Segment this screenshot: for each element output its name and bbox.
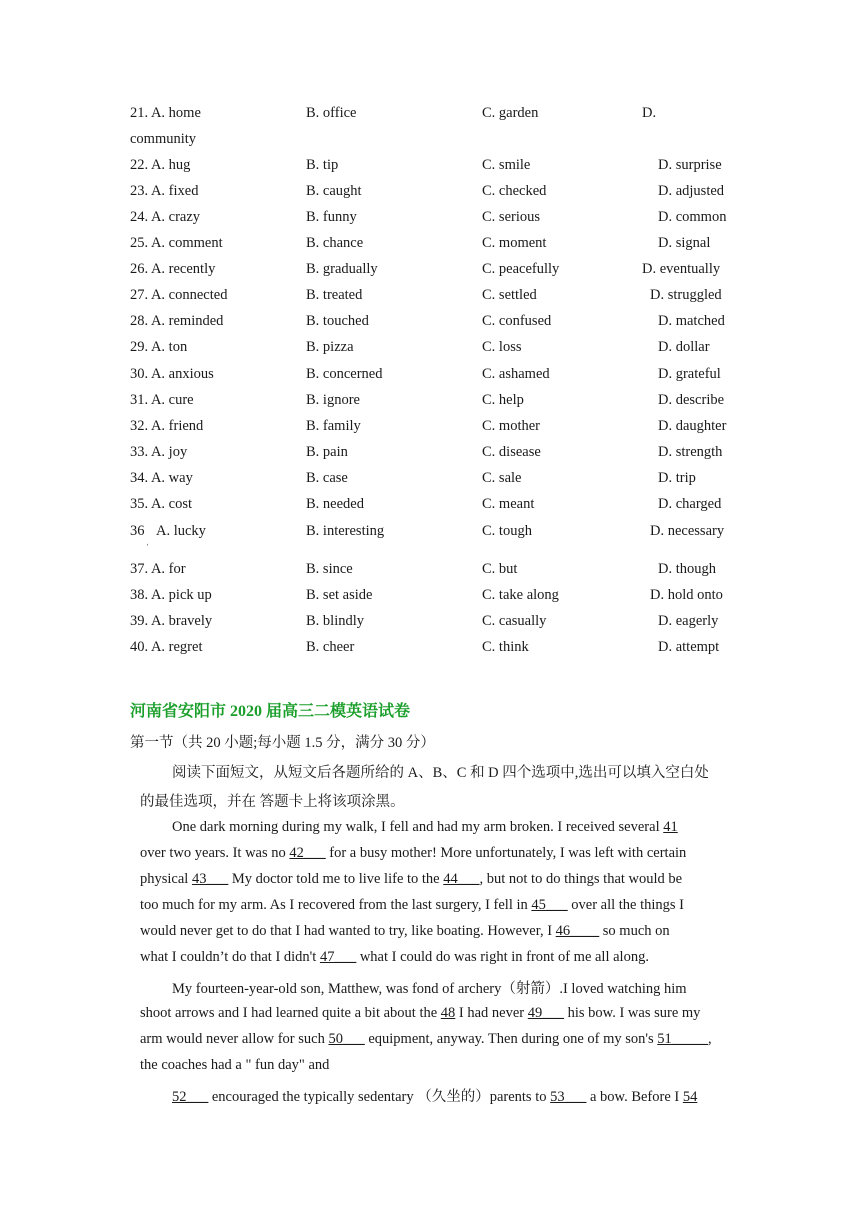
option-c: C. garden: [482, 105, 539, 121]
blank-49: 49___: [527, 1005, 565, 1021]
blank-48: 48: [440, 1005, 456, 1021]
option-d: D. trip: [658, 470, 696, 486]
option-number-a: 38. A. pick up: [130, 587, 212, 603]
option-number-a: 26. A. recently: [130, 261, 216, 277]
option-number-a: 28. A. reminded: [130, 313, 224, 329]
option-d: D. surprise: [658, 157, 722, 173]
blank-54: 54: [682, 1089, 698, 1105]
option-number-a: 33. A. joy: [130, 444, 188, 460]
option-c: C. loss: [482, 339, 522, 355]
option-row: [0, 392, 860, 418]
option-c: C. help: [482, 392, 524, 408]
option-b: B. gradually: [306, 261, 378, 277]
option-c: C. moment: [482, 235, 547, 251]
option-c: C. sale: [482, 470, 522, 486]
blank-45: 45___: [531, 897, 568, 913]
option-b: B. since: [306, 561, 353, 577]
option-c: C. smile: [482, 157, 531, 173]
stray-mark: ˌ: [146, 535, 150, 546]
option-d: D. attempt: [658, 639, 720, 655]
option-b: B. set aside: [306, 587, 373, 603]
option-c: C. casually: [482, 613, 547, 629]
option-c: C. serious: [482, 209, 540, 225]
option-number-a: 32. A. friend: [130, 418, 204, 434]
option-d: D. though: [658, 561, 716, 577]
option-b: B. family: [306, 418, 361, 434]
option-row: [0, 287, 860, 313]
option-number-a: 25. A. comment: [130, 235, 223, 251]
option-number-a: 36: [130, 523, 145, 539]
passage-line: 52___ encouraged the typically sedentary （久坐的）parents to 53___ a bow. Before I 54: [172, 1089, 698, 1105]
blank-47: 47___: [319, 949, 357, 965]
option-d: D. common: [658, 209, 727, 225]
passage-line: what I couldn’t do that I didn't 47___ what I could do was right in front of me all along.: [140, 949, 649, 965]
option-c: C. settled: [482, 287, 537, 303]
passage-line: shoot arrows and I had learned quite a bit about the 48 I had never 49___ his bow. I was sure my: [140, 1005, 701, 1021]
option-c: C. take along: [482, 587, 559, 603]
option-number-a: 39. A. bravely: [130, 613, 213, 629]
option-b: B. case: [306, 470, 348, 486]
blank-46: 46____: [555, 923, 600, 939]
option-d: D. eventually: [642, 261, 721, 277]
option-number-a: 29. A. ton: [130, 339, 188, 355]
option-c: C. peacefully: [482, 261, 560, 277]
option-number-a: 30. A. anxious: [130, 366, 214, 382]
option-c: C. mother: [482, 418, 540, 434]
option-d: D. eagerly: [658, 613, 719, 629]
option-b: B. pizza: [306, 339, 354, 355]
option-row: [0, 496, 860, 522]
blank-52: 52___: [172, 1089, 209, 1105]
option-row: [0, 183, 860, 209]
option-row: [0, 418, 860, 444]
passage-line: My fourteen-year-old son, Matthew, was fond of archery（射箭）.I loved watching him: [172, 981, 687, 997]
option-number-a: 24. A. crazy: [130, 209, 201, 225]
passage-line: arm would never allow for such 50___ equipment, anyway. Then during one of my son's 51_____,: [140, 1031, 712, 1047]
option-b: B. ignore: [306, 392, 360, 408]
option-row: [0, 523, 860, 549]
option-number-a: 34. A. way: [130, 470, 193, 486]
option-d: D. daughter: [658, 418, 727, 434]
option-number-a: 35. A. cost: [130, 496, 193, 512]
passage-line: physical 43___ My doctor told me to live life to the 44___, but not to do things that would be: [140, 871, 683, 887]
option-row: [0, 639, 860, 665]
option-number-a: 23. A. fixed: [130, 183, 199, 199]
option-b: B. tip: [306, 157, 339, 173]
option-row: [0, 339, 860, 365]
option-d: D. matched: [658, 313, 725, 329]
option-d: D. grateful: [658, 366, 721, 382]
blank-42: 42___: [289, 845, 326, 861]
option-row: [0, 444, 860, 470]
option-c: C. meant: [482, 496, 535, 512]
option-c: C. checked: [482, 183, 547, 199]
option-row: [0, 209, 860, 235]
option-row: [0, 613, 860, 639]
option-b: B. office: [306, 105, 357, 121]
option-row: [0, 157, 860, 183]
option-b: B. treated: [306, 287, 363, 303]
passage-line: over two years. It was no 42___ for a busy mother! More unfortunately, I was left with certain: [140, 845, 687, 861]
option-number-a: 27. A. connected: [130, 287, 228, 303]
option-c: C. ashamed: [482, 366, 550, 382]
passage-line: One dark morning during my walk, I fell and had my arm broken. I received several 41: [172, 819, 678, 835]
passage-line: too much for my arm. As I recovered from the last surgery, I fell in 45___ over all the things I: [140, 897, 685, 913]
option-row: [0, 313, 860, 339]
option-d: D. struggled: [650, 287, 722, 303]
blank-51: 51_____: [657, 1031, 709, 1047]
option-d: D. strength: [658, 444, 723, 460]
option-row: [0, 561, 860, 587]
option-b: B. cheer: [306, 639, 355, 655]
option-b: B. interesting: [306, 523, 385, 539]
option-d: D.: [642, 105, 657, 121]
option-b: B. blindly: [306, 613, 365, 629]
option-d: D. hold onto: [650, 587, 723, 603]
option-b: B. concerned: [306, 366, 383, 382]
blank-44: 44___: [443, 871, 480, 887]
option-b: B. caught: [306, 183, 362, 199]
option-number-a: 40. A. regret: [130, 639, 203, 655]
option-d: D. describe: [658, 392, 725, 408]
option-row: [0, 366, 860, 392]
option-b: B. chance: [306, 235, 364, 251]
option-d: D. dollar: [658, 339, 710, 355]
passage-line: the coaches had a " fun day" and: [140, 1057, 330, 1073]
option-row: [0, 261, 860, 287]
option-d: D. necessary: [650, 523, 725, 539]
option-a: A. lucky: [156, 523, 206, 539]
option-d-wrap: community: [130, 131, 197, 147]
option-row: [0, 235, 860, 261]
option-number-a: 22. A. hug: [130, 157, 191, 173]
option-d: D. signal: [658, 235, 711, 251]
option-number-a: 31. A. cure: [130, 392, 194, 408]
option-number-a: 21. A. home: [130, 105, 201, 121]
blank-53: 53___: [550, 1089, 587, 1105]
blank-43: 43___: [191, 871, 229, 887]
blank-41: 41: [663, 819, 678, 835]
exam-title: 河南省安阳市 2020 届高三二模英语试卷: [130, 703, 411, 720]
instructions-line-2: 的最佳选项，并在 答题卡上将该项涂黑。: [140, 794, 405, 810]
option-d: D. adjusted: [658, 183, 725, 199]
option-row: [0, 587, 860, 613]
option-c: C. tough: [482, 523, 532, 539]
blank-50: 50___: [328, 1031, 365, 1047]
option-row: [0, 105, 860, 131]
option-c: C. disease: [482, 444, 541, 460]
option-b: B. funny: [306, 209, 357, 225]
option-d: D. charged: [658, 496, 722, 512]
option-b: B. pain: [306, 444, 348, 460]
option-row: [0, 470, 860, 496]
option-c: C. confused: [482, 313, 552, 329]
option-c: C. but: [482, 561, 518, 577]
section-header: 第一节（共 20 小题;每小题 1.5 分，满分 30 分）: [130, 735, 435, 751]
option-number-a: 37. A. for: [130, 561, 186, 577]
option-c: C. think: [482, 639, 529, 655]
passage-line: would never get to do that I had wanted to try, like boating. However, I 46____ so much on: [140, 923, 670, 939]
instructions-line-1: 阅读下面短文，从短文后各题所给的 A、B、C 和 D 四个选项中,选出可以填入空白处: [172, 765, 709, 781]
option-b: B. needed: [306, 496, 364, 512]
option-b: B. touched: [306, 313, 369, 329]
